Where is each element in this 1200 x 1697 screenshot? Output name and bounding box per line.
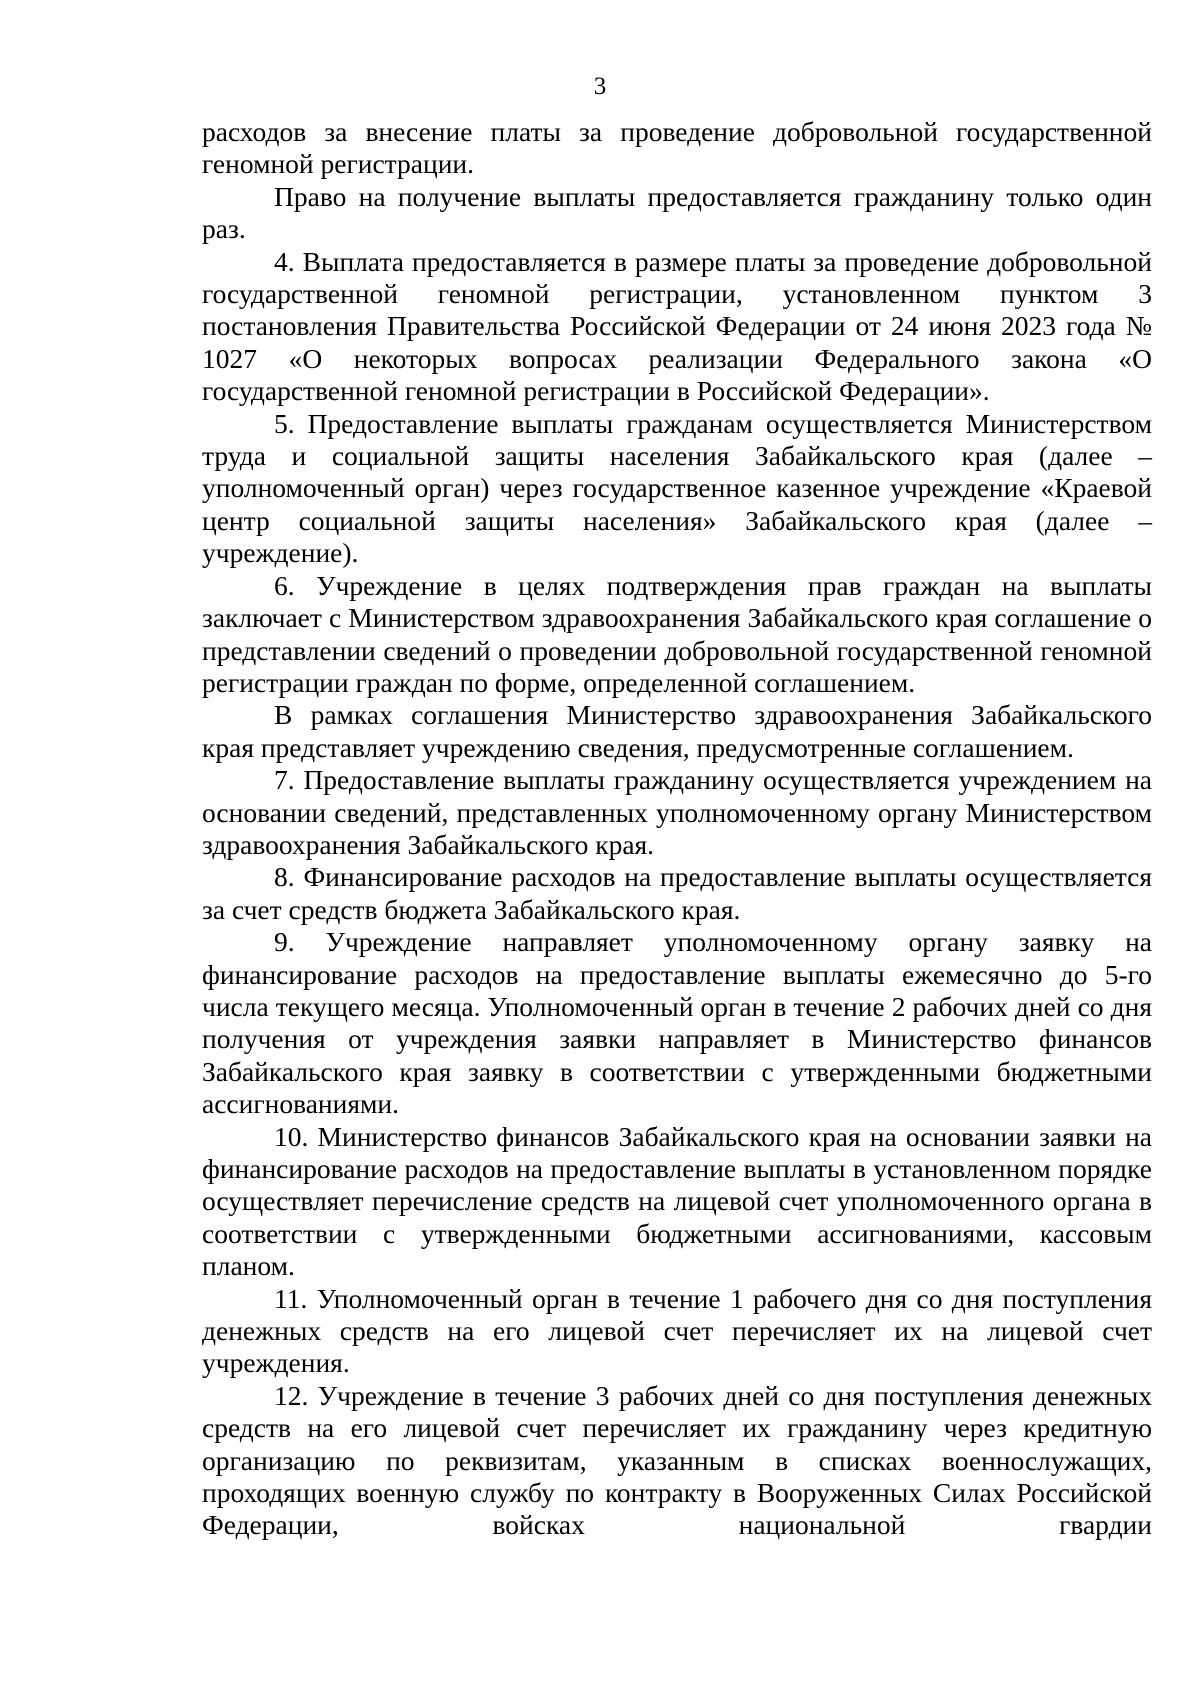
paragraph-item-6: 6. Учреждение в целях подтверждения прав граждан на выплаты заключает с Министерством здравоохранения Забайкальского края соглашение о представлении сведений о проведении добровольной государственной геномной регистрации граждан по форме, определенной соглашением. (202, 569, 1152, 698)
document-body (202, 116, 1152, 1542)
paragraph-continuation: расходов за внесение платы за проведение добровольной государственной геномной регистрации. (202, 116, 1152, 180)
paragraph-item-5: 5. Предоставление выплаты гражданам осуществляется Министерством труда и социальной защиты населения Забайкальского края (далее – уполномоченный орган) через государственное казенное учреждение «Краевой центр социальной защиты населения» Забайкальского края (далее – учреждение). (202, 407, 1152, 569)
paragraph-item-9: 9. Учреждение направляет уполномоченному органу заявку на финансирование расходов на предоставление выплаты ежемесячно до 5-го числа текущего месяца. Уполномоченный орган в течение 2 рабочих дней со дня получения от учреждения заявки направляет в Министерство финансов Забайкальского края заявку в соответствии с утвержденными бюджетными ассигнованиями. (202, 926, 1152, 1120)
paragraph-item-4: 4. Выплата предоставляется в размере платы за проведение добровольной государственной геномной регистрации, установленном пунктом 3 постановления Правительства Российской Федерации от 24 июня 2023 года № 1027 «О некоторых вопросах реализации Федерального закона «О государственной геномной регистрации в Российской Федерации». (202, 245, 1152, 407)
page-number: 3 (593, 73, 607, 100)
paragraph-item-7: 7. Предоставление выплаты гражданину осуществляется учреждением на основании сведений, представленных уполномоченному органу Министерством здравоохранения Забайкальского края. (202, 764, 1152, 860)
paragraph-item-12: 12. Учреждение в течение 3 рабочих дней со дня поступления денежных средств на его лицевой счет перечисляет их гражданину через кредитную организацию по реквизитам, указанным в списках военнослужащих, проходящих военную службу по контракту в Вооруженных Силах Российской Федерации, войсках национальной гвардии (202, 1379, 1152, 1541)
paragraph-item-10: 10. Министерство финансов Забайкальского края на основании заявки на финансирование расходов на предоставление выплаты в установленном порядке осуществляет перечисление средств на лицевой счет уполномоченного органа в соответствии с утвержденными бюджетными ассигнованиями, кассовым планом. (202, 1120, 1152, 1282)
paragraph: В рамках соглашения Министерство здравоохранения Забайкальского края представляет учреждению сведения, предусмотренные соглашением. (202, 699, 1152, 763)
paragraph-item-8: 8. Финансирование расходов на предоставление выплаты осуществляется за счет средств бюджета Забайкальского края. (202, 861, 1152, 925)
paragraph: Право на получение выплаты предоставляется гражданину только один раз. (202, 180, 1152, 245)
paragraph-item-11: 11. Уполномоченный орган в течение 1 рабочего дня со дня поступления денежных средств на его лицевой счет перечисляет их на лицевой счет учреждения. (202, 1282, 1152, 1379)
